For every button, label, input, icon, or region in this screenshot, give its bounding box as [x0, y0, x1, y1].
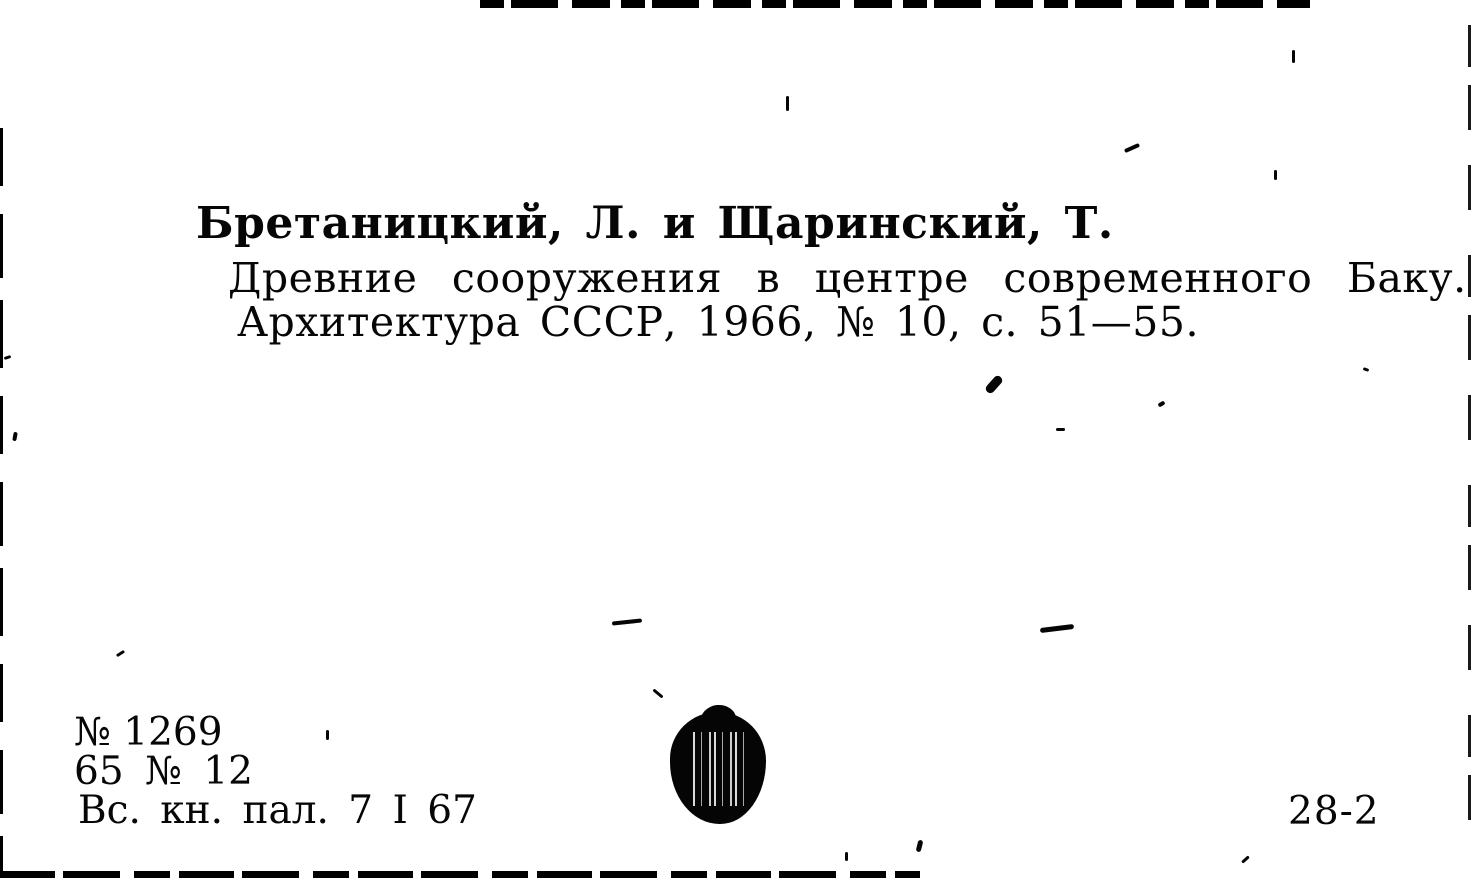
noise-speck	[612, 618, 642, 625]
noise-speck	[1241, 855, 1250, 863]
article-title: Древние сооружения в центре современного Баку.	[228, 254, 1467, 302]
noise-speck	[116, 650, 125, 657]
noise-speck	[4, 355, 12, 360]
catalog-number: № 1269	[74, 710, 223, 755]
scan-edge-bottom	[0, 871, 920, 878]
noise-speck	[916, 840, 924, 853]
noise-speck	[12, 432, 18, 442]
noise-speck	[1292, 50, 1295, 63]
noise-speck	[326, 730, 329, 740]
corner-code: 28-2	[1288, 789, 1380, 834]
ink-stamp-icon	[670, 712, 766, 824]
catalog-index: 65 № 12	[74, 749, 253, 794]
author-heading: Бретаницкий, Л. и Щаринский, Т.	[196, 198, 1114, 249]
noise-speck	[1124, 143, 1140, 153]
scan-edge-top	[480, 0, 1310, 8]
noise-speck	[652, 688, 663, 698]
noise-speck	[984, 374, 1004, 395]
registry-date-line: Вс. кн. пал. 7 I 67	[78, 788, 477, 833]
noise-speck	[845, 852, 848, 861]
noise-speck	[1157, 401, 1165, 408]
noise-speck	[1056, 428, 1065, 431]
noise-speck	[1274, 170, 1277, 180]
noise-speck	[786, 96, 789, 111]
scan-edge-left	[0, 128, 3, 878]
noise-speck	[1040, 624, 1074, 633]
noise-speck	[1363, 367, 1370, 372]
source-citation: Архитектура СССР, 1966, № 10, с. 51—55.	[237, 298, 1199, 346]
